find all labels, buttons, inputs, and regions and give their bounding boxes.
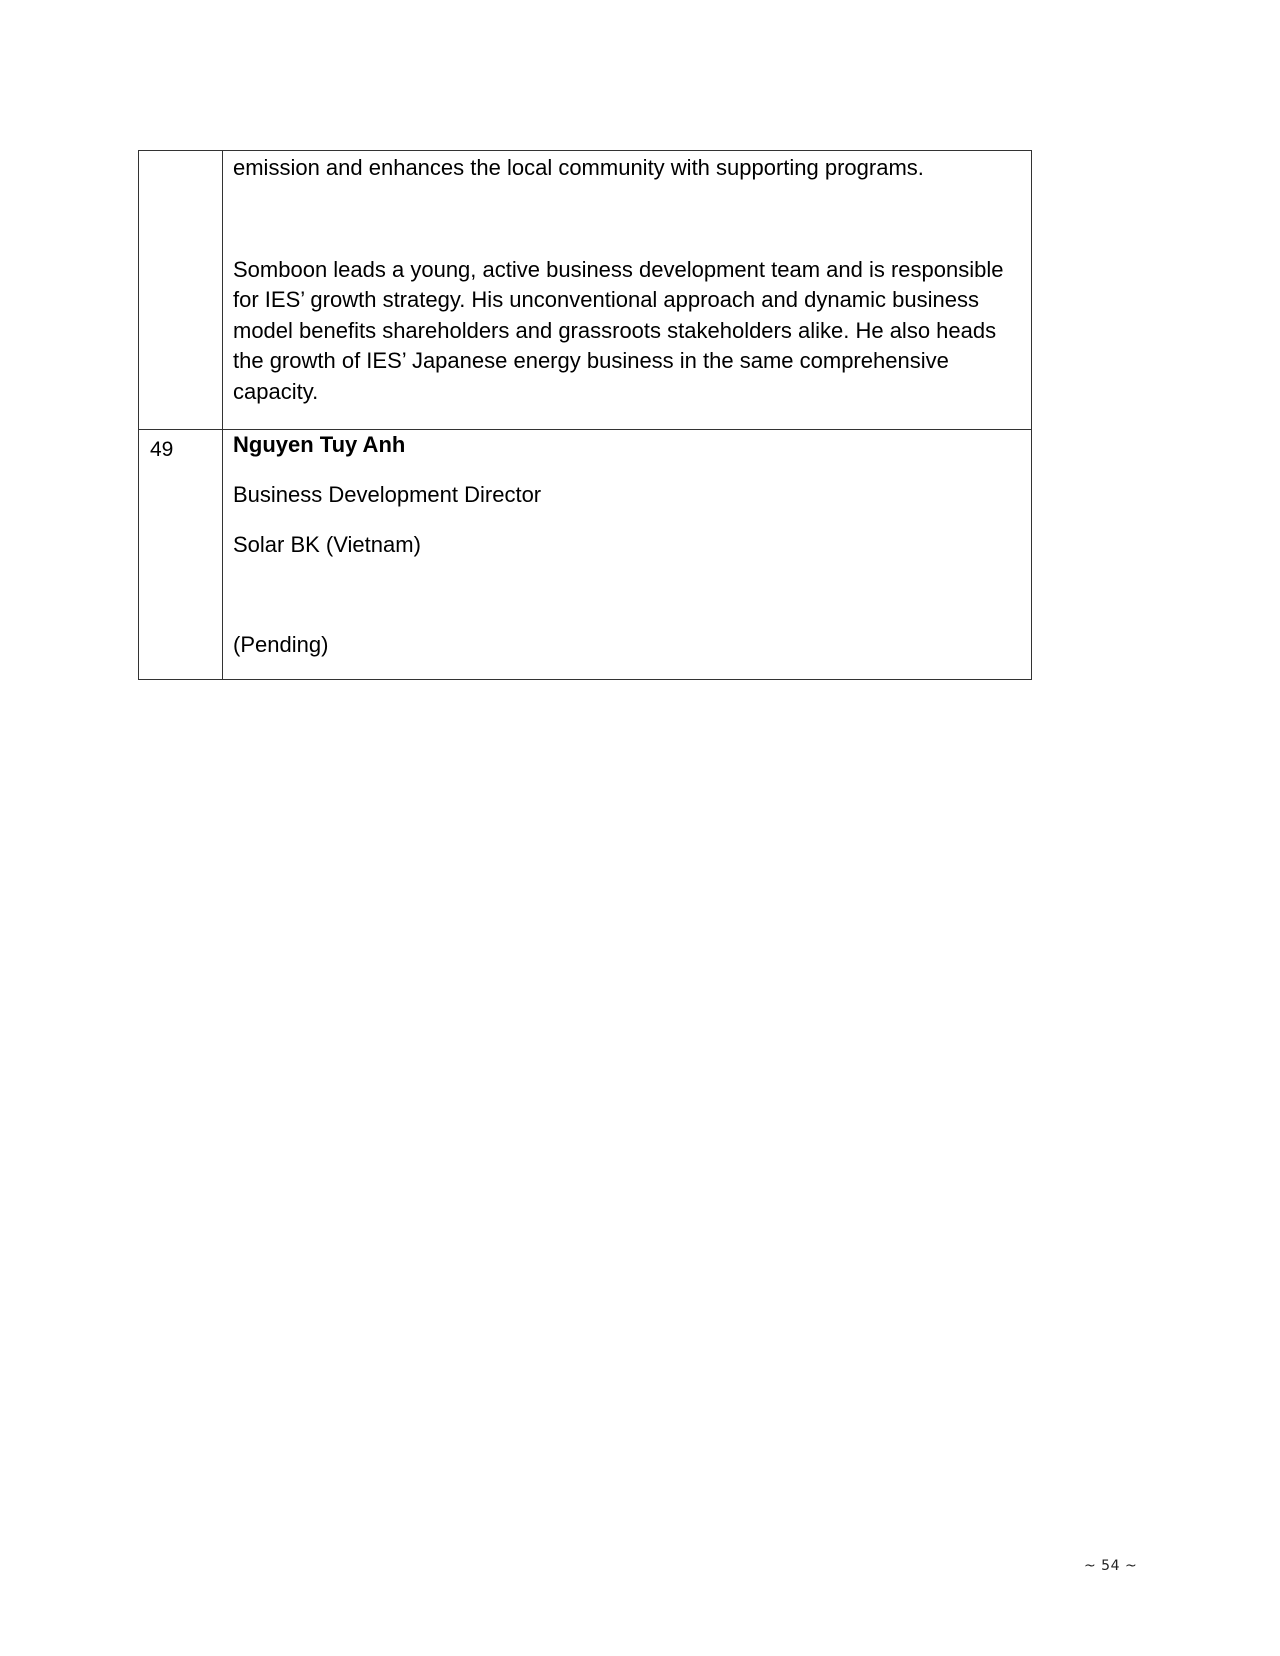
speaker-organization: Solar BK (Vietnam) (233, 532, 421, 557)
table-row-continued (139, 151, 1032, 430)
speaker-title: Business Development Director (233, 482, 542, 507)
speaker-name: Nguyen Tuy Anh (233, 432, 406, 457)
speaker-table (138, 150, 1032, 680)
row-number-cell-empty (139, 151, 223, 430)
speaker-status: (Pending) (233, 632, 329, 657)
speaker-cell (223, 430, 1032, 680)
row-number: 49 (139, 430, 223, 680)
paragraph-spacer (233, 184, 1017, 255)
bio-paragraph-2: Somboon leads a young, active business development team and is responsible for IES’ growth strategy. His unconventional approach and dynamic business model benefits shareholders and grassroots stakeholders alike. He also heads the growth of IES’ Japanese energy business in the same comprehensive capacity. (233, 256, 1004, 404)
bio-paragraph-1: emission and enhances the local community with supporting programs. (233, 155, 924, 180)
bio-cell (223, 151, 1032, 430)
page-number: ~ 54 ~ (1084, 1558, 1138, 1574)
table-row-49 (139, 430, 1032, 680)
